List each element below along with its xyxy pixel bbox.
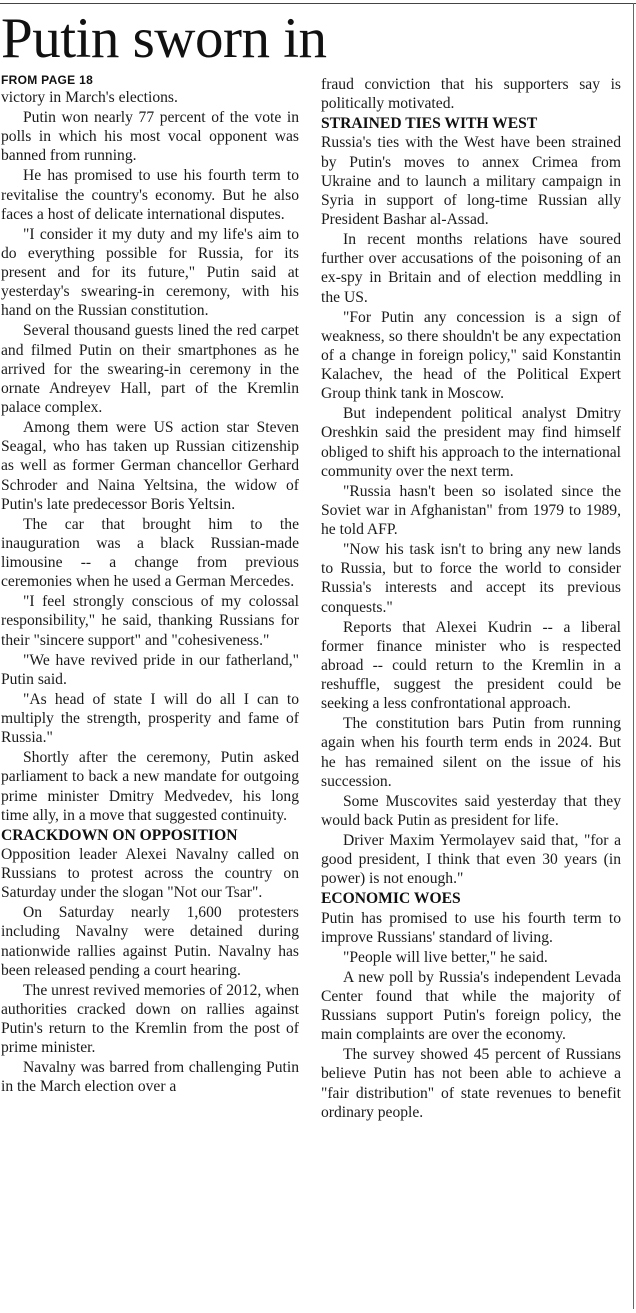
paragraph: Putin has promised to use his fourth term to improve Russians' standard of living. bbox=[321, 909, 621, 946]
paragraph: The car that brought him to the inauguration was a black Russian-made limousine -- a change from previous ceremonies when he used a German Mercedes. bbox=[1, 515, 299, 591]
subhead-crackdown: CRACKDOWN ON OPPOSITION bbox=[1, 826, 238, 844]
paragraph: Among them were US action star Steven Seagal, who has taken up Russian citizenship as well as former German chancellor Gerhard Schroder and Naina Yeltsina, the widow of Putin's late predecessor Boris Yeltsin. bbox=[1, 419, 299, 513]
paragraph: Putin won nearly 77 percent of the vote in polls in which his most vocal opponent was banned from running. bbox=[1, 109, 299, 165]
paragraph: Reports that Alexei Kudrin -- a liberal former finance minister who is respected abroad -- could return to the Kremlin in a reshuffle, suggest the president could be seeking a less confrontational approach. bbox=[321, 618, 621, 713]
paragraph: Several thousand guests lined the red carpet and filmed Putin on their smartphones as he arrived for the swearing-in ceremony in the ornate Andreyev Hall, part of the Kremlin palace complex. bbox=[1, 322, 299, 417]
paragraph: "Now his task isn't to bring any new lands to Russia, but to force the world to consider Russia's interests and accept its previous conquests." bbox=[321, 541, 621, 616]
paragraph: fraud conviction that his supporters say is politically motivated. bbox=[321, 76, 621, 113]
subhead-strained-ties: STRAINED TIES WITH WEST bbox=[321, 115, 538, 133]
paragraph: Some Muscovites said yesterday that they would back Putin as president for life. bbox=[321, 792, 621, 829]
paragraph: A new poll by Russia's independent Levada Center found that while the majority of Russians support Putin's foreign policy, the main complaints are over the economy. bbox=[321, 968, 621, 1044]
from-page-label: FROM PAGE 18 bbox=[1, 73, 94, 87]
paragraph: Driver Maxim Yermolayev said that, "for a good president, I think that even 30 years (in power) is not enough." bbox=[321, 832, 621, 888]
paragraph: On Saturday nearly 1,600 protesters including Navalny were detained during nationwide rallies against Putin. Navalny has been released pending a court hearing. bbox=[1, 904, 299, 979]
right-column-rule bbox=[633, 3, 634, 1309]
paragraph: But independent political analyst Dmitry Oreshkin said the president may find himself obliged to shift his approach to the international community over the next term. bbox=[321, 405, 621, 480]
paragraph: "I feel strongly conscious of my colossal responsibility," he said, thanking Russians for their "sincere support" and "cohesiveness." bbox=[1, 593, 299, 649]
paragraph: The constitution bars Putin from running again when his fourth term ends in 2024. But he has remained silent on the issue of his succession. bbox=[321, 715, 621, 790]
headline: Putin sworn in bbox=[1, 7, 327, 70]
paragraph: "As head of state I will do all I can to multiply the strength, prosperity and fame of Russia." bbox=[1, 690, 299, 747]
paragraph: Shortly after the ceremony, Putin asked parliament to back a new mandate for outgoing prime minister Dmitry Medvedev, his long time ally, in a move that suggested continuity. bbox=[1, 749, 299, 824]
paragraph: "Russia hasn't been so isolated since the Soviet war in Afghanistan" from 1979 to 1989, he told AFP. bbox=[321, 482, 621, 539]
paragraph: Russia's ties with the West have been strained by Putin's moves to annex Crimea from Ukraine and to launch a military campaign in Syria in support of long-time Russian ally President Bashar al-Assad. bbox=[321, 134, 621, 228]
paragraph: The unrest revived memories of 2012, when authorities cracked down on rallies against Putin's return to the Kremlin from the post of prime minister. bbox=[1, 981, 299, 1057]
paragraph: In recent months relations have soured further over accusations of the poisoning of an ex-spy in Britain and of election meddling in the US. bbox=[321, 231, 621, 306]
subhead-economic-woes: ECONOMIC WOES bbox=[321, 890, 461, 908]
top-rule bbox=[0, 3, 636, 4]
paragraph: "For Putin any concession is a sign of weakness, so there shouldn't be any expectation of a change in foreign policy," said Konstantin Kalachev, the head of the Political Expert Group think tank in Moscow. bbox=[321, 308, 621, 403]
article-column-right bbox=[321, 75, 621, 1123]
paragraph: He has promised to use his fourth term to revitalise the country's economy. But he also faces a host of delicate international disputes. bbox=[1, 167, 299, 223]
paragraph: "We have revived pride in our fatherland," Putin said. bbox=[1, 651, 299, 688]
paragraph: victory in March's elections. bbox=[1, 89, 178, 106]
paragraph: Opposition leader Alexei Navalny called on Russians to protest across the country on Saturday under the slogan "Not our Tsar". bbox=[1, 845, 299, 902]
paragraph: "People will live better," he said. bbox=[343, 948, 548, 966]
article-column-left bbox=[1, 73, 299, 1097]
paragraph: "I consider it my duty and my life's aim to do everything possible for Russia, for its present and for its future," Putin said at yesterday's swearing-in ceremony, with his hand on the Russian constitution. bbox=[1, 225, 299, 320]
paragraph: The survey showed 45 percent of Russians believe Putin has not been able to achieve a "fair distribution" of state revenues to benefit ordinary people. bbox=[321, 1046, 621, 1121]
paragraph: Navalny was barred from challenging Putin in the March election over a bbox=[1, 1059, 299, 1096]
